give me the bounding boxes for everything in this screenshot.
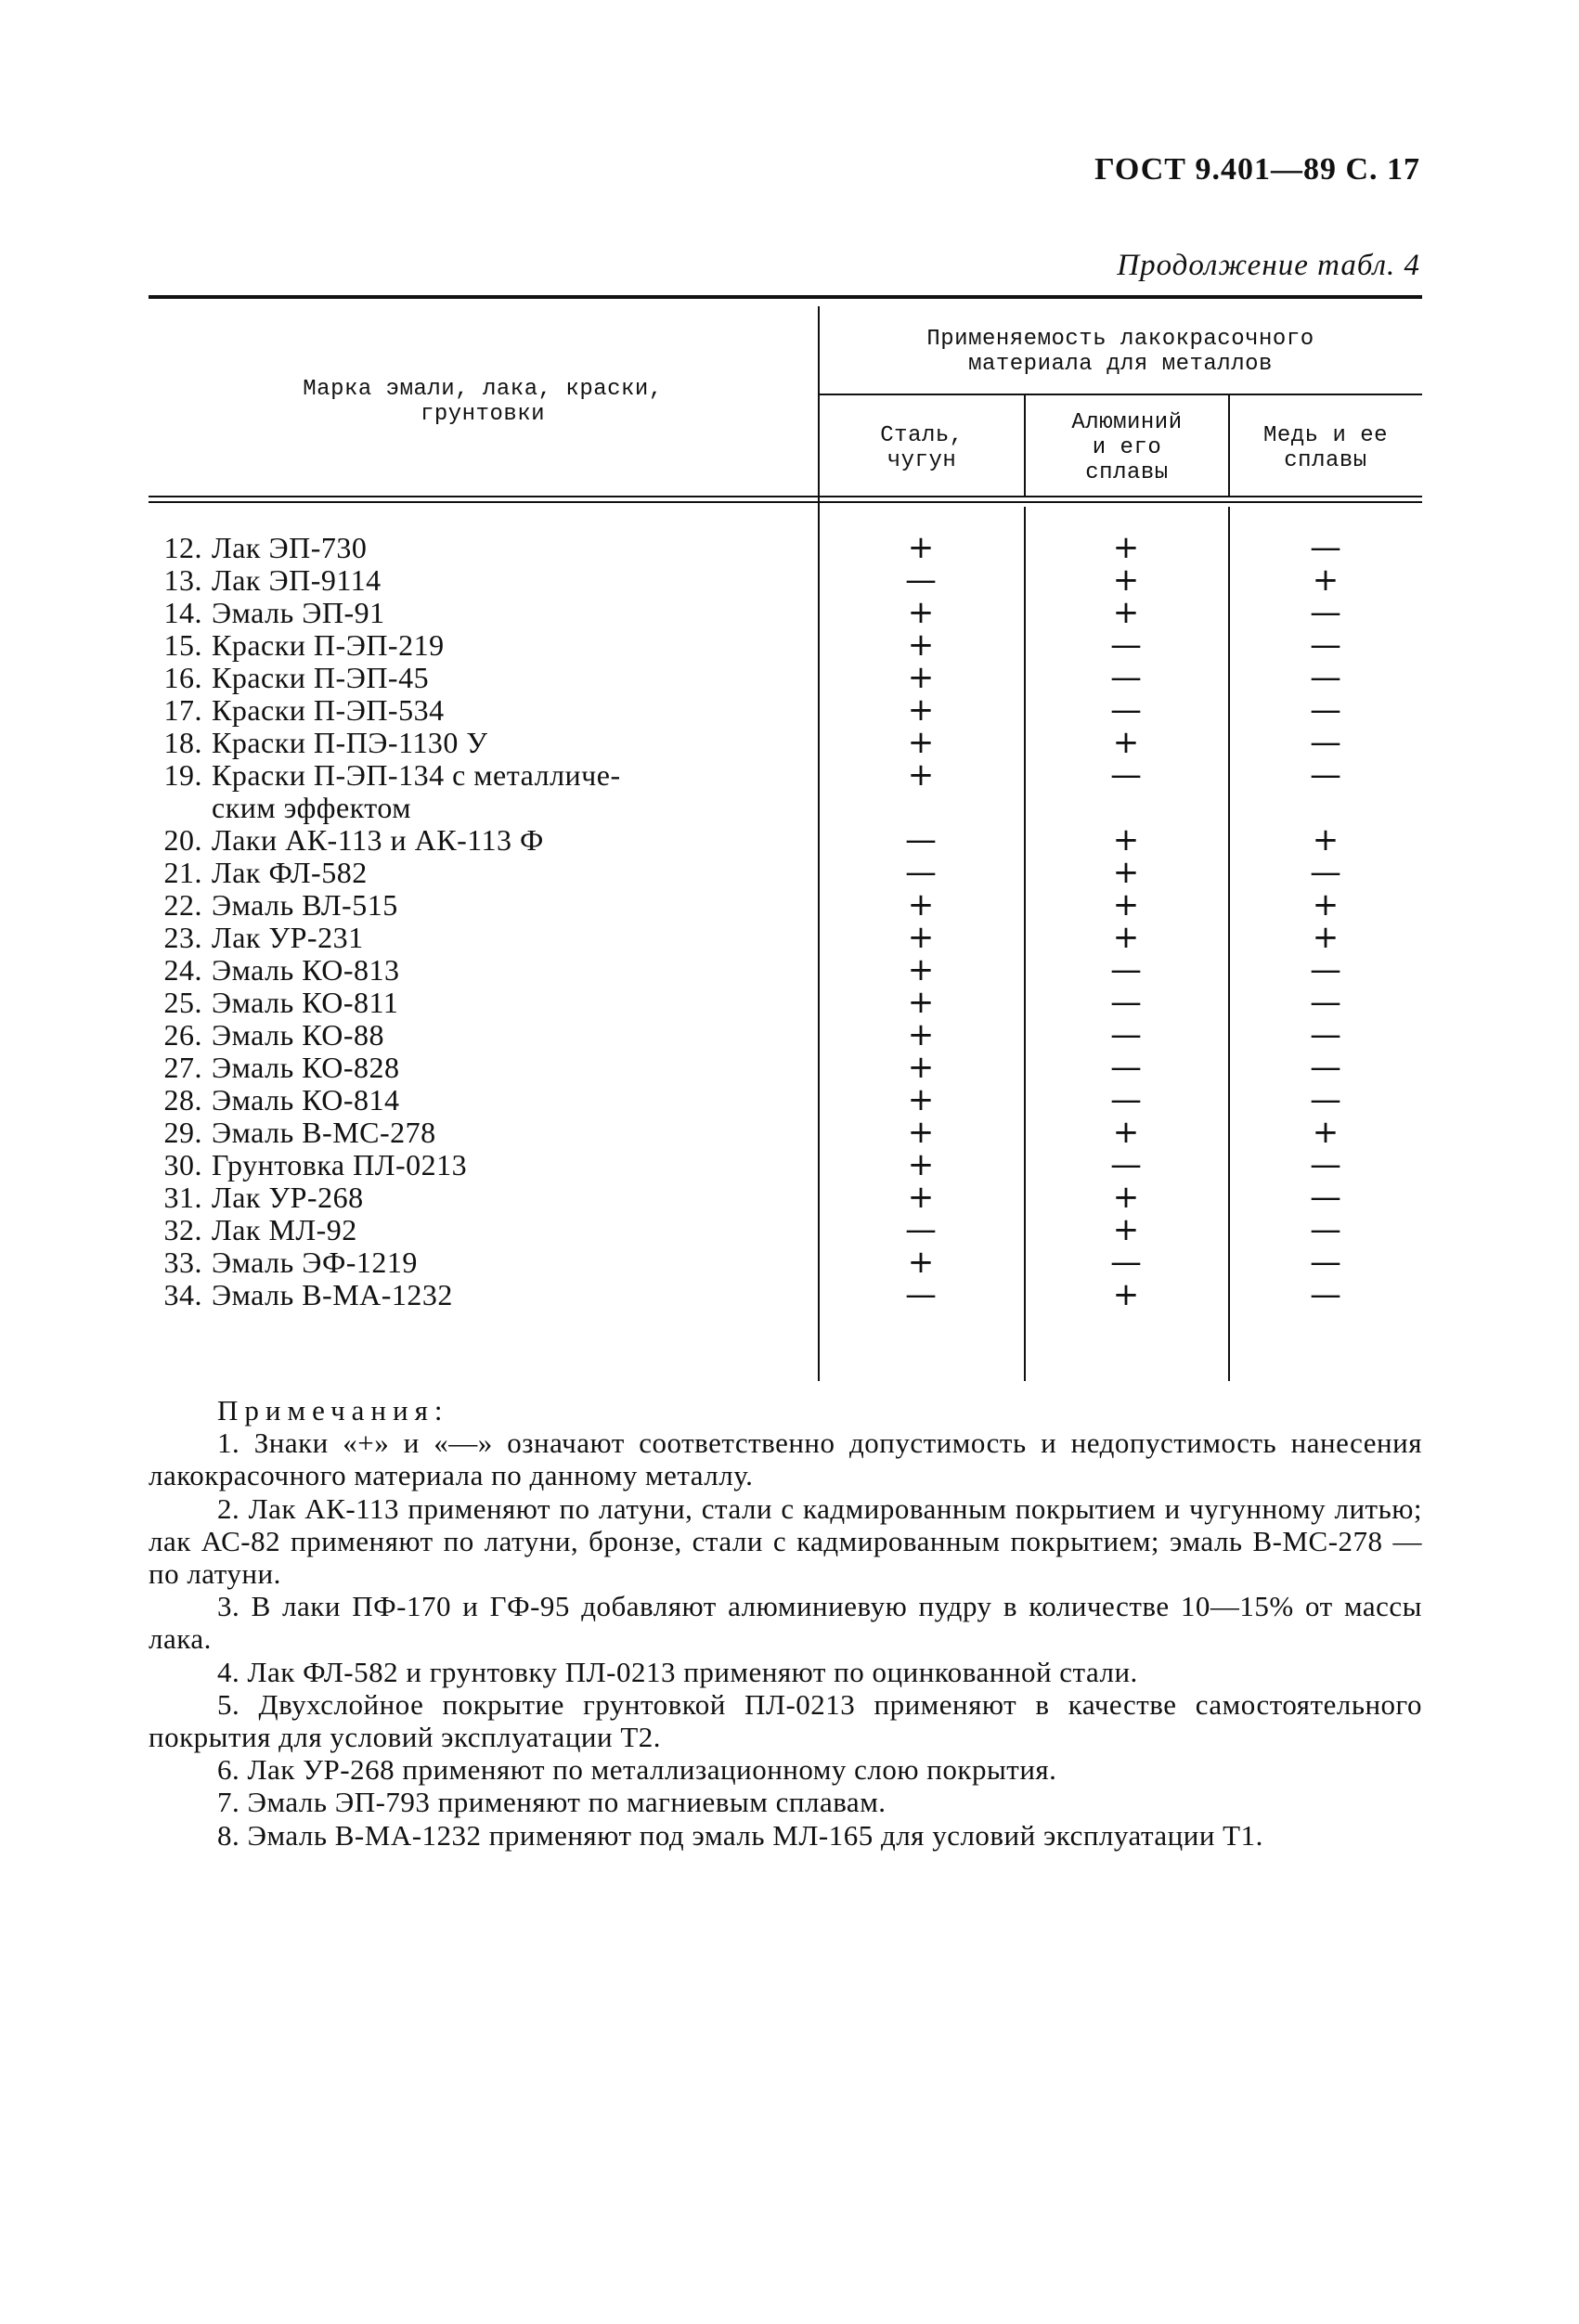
applicability-mark-steel: + [907, 1081, 935, 1118]
material-label: Лаки АК-113 и АК-113 Ф [212, 823, 544, 857]
material-label: Лак ЭП-9114 [212, 563, 382, 597]
header-bottom-rule [149, 496, 1422, 497]
material-label: Эмаль КО-814 [212, 1083, 400, 1117]
material-name [149, 1052, 400, 1084]
material-name [149, 532, 367, 564]
row-number: 28. [163, 1083, 202, 1117]
material-label: Лак УР-231 [212, 921, 364, 954]
material-name [149, 694, 445, 727]
material-label: Лак УР-268 [212, 1181, 364, 1214]
notes-title: Примечания: [217, 1394, 449, 1427]
applicability-mark-cu: + [1312, 821, 1340, 859]
column-header-aluminium: Алюминий и его сплавы [1071, 410, 1183, 485]
material-label: Краски П-ЭП-534 [212, 693, 445, 727]
note-item: 6. Лак УР-268 применяют по металлизационному слою покрытия. [217, 1753, 1057, 1787]
material-label: Грунтовка ПЛ-0213 [212, 1148, 468, 1181]
applicability-mark-cu: — [1310, 626, 1341, 664]
applicability-mark-steel: + [907, 1114, 935, 1151]
material-name [149, 564, 382, 597]
applicability-mark-cu: — [1310, 724, 1341, 761]
applicability-mark-al: + [1112, 1114, 1140, 1151]
applicability-mark-steel: + [907, 529, 935, 566]
material-name [149, 727, 488, 759]
material-name [149, 1117, 436, 1149]
applicability-mark-al: — [1110, 659, 1142, 696]
row-number: 27. [163, 1051, 202, 1084]
row-number: 12. [163, 531, 202, 564]
applicability-mark-cu: — [1310, 1049, 1341, 1086]
material-label: Эмаль КО-813 [212, 953, 400, 987]
row-number: 14. [163, 596, 202, 629]
material-name [149, 662, 429, 694]
material-label: Эмаль КО-828 [212, 1051, 400, 1084]
applicability-mark-cu: — [1310, 1244, 1341, 1281]
material-name [149, 1149, 467, 1181]
note-item: 2. Лак АК-113 применяют по латуни, стали с кадмированным покрытием и чугунному литью; лак АС-82 применяют по латуни, бронзе, стали с кадмированным покрытием; эмаль В-МС-278 — по латуни. [149, 1491, 1422, 1591]
column-header-grade: Марка эмали, лака, краски, грунтовки [303, 377, 663, 427]
applicability-mark-cu: — [1310, 659, 1341, 696]
applicability-mark-cu: — [1310, 1146, 1341, 1183]
column-divider [1024, 507, 1026, 1381]
note-item: 5. Двухслойное покрытие грунтовкой ПЛ-0213 применяют в качестве самостоятельного покрытия для условий эксплуатации Т2. [149, 1687, 1422, 1754]
material-name [149, 1084, 400, 1117]
applicability-mark-steel: + [907, 886, 935, 923]
row-number: 24. [163, 953, 202, 987]
applicability-mark-cu: + [1312, 562, 1340, 599]
note-item: 1. Знаки «+» и «—» означают соответственно допустимость и недопустимость нанесения лакокрасочного материала по данному металлу. [149, 1427, 1422, 1492]
applicability-mark-cu: — [1310, 594, 1341, 631]
applicability-mark-steel: + [907, 691, 935, 729]
material-label: Краски П-ЭП-219 [212, 628, 445, 662]
applicability-mark-cu: — [1310, 1276, 1341, 1313]
applicability-mark-steel: — [905, 1276, 937, 1313]
row-number: 31. [163, 1181, 202, 1214]
material-label: Лак ЭП-730 [212, 531, 368, 564]
applicability-mark-steel: + [907, 724, 935, 761]
applicability-mark-steel: + [907, 919, 935, 956]
material-label: Эмаль ЭП-91 [212, 596, 385, 629]
material-label: ским эффектом [212, 791, 411, 824]
material-label: Лак МЛ-92 [212, 1213, 357, 1246]
applicability-mark-cu: — [1310, 529, 1341, 566]
applicability-mark-al: — [1110, 1146, 1142, 1183]
row-number: 20. [163, 823, 202, 857]
material-name [149, 1214, 357, 1246]
applicability-mark-al: + [1112, 886, 1140, 923]
material-label: Краски П-ПЭ-1130 У [212, 726, 488, 759]
material-name [149, 1246, 418, 1279]
row-number: 13. [163, 563, 202, 597]
row-number: 25. [163, 986, 202, 1019]
applicability-mark-steel: + [907, 1179, 935, 1216]
material-name [149, 1019, 384, 1052]
material-label: Краски П-ЭП-45 [212, 661, 430, 694]
material-label: Эмаль ЭФ-1219 [212, 1246, 418, 1279]
applicability-mark-steel: — [905, 1211, 937, 1248]
applicability-mark-cu: — [1310, 1016, 1341, 1053]
applicability-mark-steel: + [907, 594, 935, 631]
table-top-rule [149, 295, 1422, 299]
note-item: 8. Эмаль В-МА-1232 применяют под эмаль МЛ-165 для условий эксплуатации Т1. [217, 1818, 1263, 1852]
material-name [149, 987, 398, 1019]
row-number: 21. [163, 856, 202, 889]
notes-section [149, 1394, 1422, 1852]
material-name [149, 759, 621, 792]
material-name [149, 824, 544, 857]
applicability-mark-al: — [1110, 626, 1142, 664]
material-name [149, 922, 364, 954]
applicability-mark-steel: — [905, 854, 937, 891]
table-continuation-label: Продолжение табл. 4 [1117, 249, 1420, 282]
applicability-mark-cu: — [1310, 1179, 1341, 1216]
material-name [149, 1181, 364, 1214]
row-number: 19. [163, 758, 202, 792]
material-label: Эмаль В-МС-278 [212, 1116, 436, 1149]
applicability-mark-al: + [1112, 919, 1140, 956]
row-number: 17. [163, 693, 202, 727]
applicability-mark-al: + [1112, 562, 1140, 599]
note-item: 4. Лак ФЛ-582 и грунтовку ПЛ-0213 применяют по оцинкованной стали. [217, 1655, 1138, 1688]
applicability-mark-steel: — [905, 562, 937, 599]
applicability-mark-al: — [1110, 1244, 1142, 1281]
applicability-mark-cu: + [1312, 919, 1340, 956]
row-number: 32. [163, 1213, 202, 1246]
applicability-mark-al: — [1110, 1049, 1142, 1086]
row-number: 22. [163, 888, 202, 922]
column-header-copper: Медь и ее сплавы [1262, 423, 1389, 473]
applicability-mark-al: + [1112, 1211, 1140, 1248]
row-number: 26. [163, 1018, 202, 1052]
material-name [149, 954, 400, 987]
applicability-mark-steel: + [907, 1244, 935, 1281]
note-item: 3. В лаки ПФ-170 и ГФ-95 добавляют алюминиевую пудру в количестве 10—15% от массы лака. [149, 1590, 1422, 1656]
applicability-mark-steel: + [907, 951, 935, 988]
row-number: 16. [163, 661, 202, 694]
group-header-rule [819, 394, 1422, 395]
material-name-continuation [149, 792, 411, 824]
material-name [149, 597, 385, 629]
applicability-mark-cu: — [1310, 1211, 1341, 1248]
applicability-mark-al: + [1112, 854, 1140, 891]
material-label: Краски П-ЭП-134 с металличе- [212, 758, 621, 792]
applicability-mark-al: + [1112, 529, 1140, 566]
material-name [149, 629, 445, 662]
material-label: Эмаль ВЛ-515 [212, 888, 398, 922]
column-group-header: Применяемость лакокрасочного материала для металлов [926, 327, 1314, 377]
material-label: Эмаль В-МА-1232 [212, 1278, 453, 1311]
applicability-table [149, 295, 1422, 1381]
note-item: 7. Эмаль ЭП-793 применяют по магниевым сплавам. [217, 1786, 887, 1819]
column-header-steel: Сталь, чугун [880, 423, 964, 473]
row-number: 29. [163, 1116, 202, 1149]
applicability-mark-steel: + [907, 1049, 935, 1086]
material-name [149, 889, 398, 922]
applicability-mark-steel: + [907, 1016, 935, 1053]
applicability-mark-al: — [1110, 691, 1142, 729]
applicability-mark-al: + [1112, 1179, 1140, 1216]
row-number: 15. [163, 628, 202, 662]
applicability-mark-al: + [1112, 1276, 1140, 1313]
applicability-mark-al: — [1110, 951, 1142, 988]
applicability-mark-steel: + [907, 984, 935, 1021]
applicability-mark-steel: + [907, 626, 935, 664]
applicability-mark-cu: — [1310, 984, 1341, 1021]
row-number: 18. [163, 726, 202, 759]
header-bottom-rule-2 [149, 501, 1422, 503]
applicability-mark-al: — [1110, 1081, 1142, 1118]
row-number: 33. [163, 1246, 202, 1279]
applicability-mark-al: — [1110, 1016, 1142, 1053]
applicability-mark-cu: + [1312, 1114, 1340, 1151]
material-label: Эмаль КО-88 [212, 1018, 385, 1052]
row-number: 23. [163, 921, 202, 954]
applicability-mark-steel: + [907, 659, 935, 696]
applicability-mark-al: + [1112, 724, 1140, 761]
page-reference: ГОСТ 9.401—89 С. 17 [1094, 152, 1420, 187]
applicability-mark-cu: — [1310, 1081, 1341, 1118]
column-divider [1228, 507, 1230, 1381]
material-label: Эмаль КО-811 [212, 986, 399, 1019]
material-name [149, 857, 368, 889]
applicability-mark-al: + [1112, 821, 1140, 859]
applicability-mark-steel: + [907, 756, 935, 794]
applicability-mark-cu: — [1310, 691, 1341, 729]
applicability-mark-cu: — [1310, 951, 1341, 988]
applicability-mark-al: — [1110, 984, 1142, 1021]
applicability-mark-cu: + [1312, 886, 1340, 923]
applicability-mark-steel: + [907, 1146, 935, 1183]
material-name [149, 1279, 453, 1311]
applicability-mark-al: — [1110, 756, 1142, 794]
applicability-mark-al: + [1112, 594, 1140, 631]
row-number: 34. [163, 1278, 202, 1311]
applicability-mark-cu: — [1310, 756, 1341, 794]
row-number: 30. [163, 1148, 202, 1181]
material-label: Лак ФЛ-582 [212, 856, 368, 889]
applicability-mark-steel: — [905, 821, 937, 859]
applicability-mark-cu: — [1310, 854, 1341, 891]
